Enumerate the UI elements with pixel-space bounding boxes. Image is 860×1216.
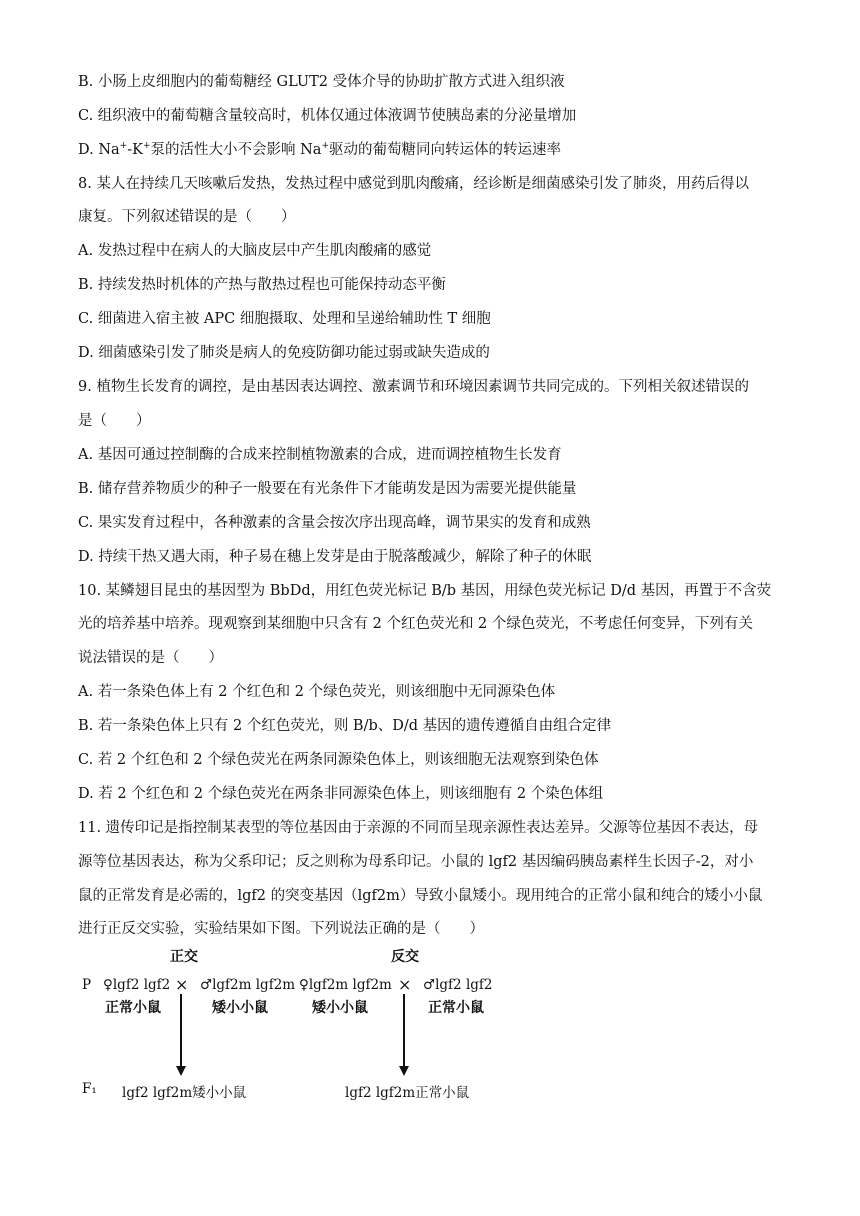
rev-female-genotype: ♀lgf2m lgf2m xyxy=(299,977,392,993)
q10-option-b: B. 若一条染色体上只有 2 个红色荧光，则 B/b、D/d 基因的遗传遵循自由组合定律 xyxy=(78,718,612,734)
q8-stem-line2: 康复。下列叙述错误的是（ ） xyxy=(78,209,296,225)
fwd-female-genotype: ♀lgf2 lgf2 xyxy=(103,977,171,993)
q8-option-d: D. 细菌感染引发了肺炎是病人的免疫防御功能过弱或缺失造成的 xyxy=(78,345,490,361)
q11-stem-line1: 11. 遗传印记是指控制某表型的等位基因由于亲源的不同而呈现亲源性表达差异。父源等位基因不表达，母 xyxy=(78,820,759,836)
q7-option-d: D. Na+-K+泵的活性大小不会影响 Na+驱动的葡萄糖同向转运体的转运速率 xyxy=(78,141,561,158)
q11-stem-line2: 源等位基因表达，称为父系印记；反之则称为母系印记。小鼠的 lgf2 基因编码胰岛素样生长因子-2，对小 xyxy=(78,854,754,870)
fwd-arrow-head xyxy=(176,1066,186,1076)
rev-cross-symbol: × xyxy=(398,975,412,994)
q9-option-b: B. 储存营养物质少的种子一般要在有光条件下才能萌发是因为需要光提供能量 xyxy=(78,481,577,497)
q10-stem-line2: 光的培养基中培养。现观察到某细胞中只含有 2 个红色荧光和 2 个绿色荧光，不考虑任何变异，下列有关 xyxy=(78,616,753,632)
q9-option-d: D. 持续干热又遇大雨，种子易在穗上发芽是由于脱落酸减少，解除了种子的休眠 xyxy=(78,549,592,565)
rev-male-phenotype: 正常小鼠 xyxy=(428,1000,484,1016)
q9-option-a: A. 基因可通过控制酶的合成来控制植物激素的合成，进而调控植物生长发育 xyxy=(78,447,562,463)
q9-stem-line1: 9. 植物生长发育的调控，是由基因表达调控、激素调节和环境因素调节共同完成的。下列相关叙述错误的 xyxy=(78,379,749,395)
q8-stem-line1: 8. 某人在持续几天咳嗽后发热，发热过程中感觉到肌肉酸痛，经诊断是细菌感染引发了肺炎，用药后得以 xyxy=(78,176,749,192)
label-reverse-cross: 反交 xyxy=(391,949,419,965)
fwd-arrow-line xyxy=(180,994,182,1066)
generation-p-label: P xyxy=(82,977,92,993)
q10-option-a: A. 若一条染色体上有 2 个红色和 2 个绿色荧光，则该细胞中无同源染色体 xyxy=(78,684,556,700)
q8-option-c: C. 细菌进入宿主被 APC 细胞摄取、处理和呈递给辅助性 T 细胞 xyxy=(78,311,491,327)
q10-stem-line1: 10. 某鳞翅目昆虫的基因型为 BbDd，用红色荧光标记 B/b 基因，用绿色荧光标记 D/d 基因，再置于不含荧 xyxy=(78,583,772,599)
q10-option-d: D. 若 2 个红色和 2 个绿色荧光在两条非同源染色体上，则该细胞有 2 个染色体组 xyxy=(78,786,604,802)
q7-option-b: B. 小肠上皮细胞内的葡萄糖经 GLUT2 受体介导的协助扩散方式进入组织液 xyxy=(78,74,565,90)
label-forward-cross: 正交 xyxy=(170,949,198,965)
q9-stem-line2: 是（ ） xyxy=(78,413,151,429)
fwd-female-phenotype: 正常小鼠 xyxy=(105,1000,161,1016)
q8-option-a: A. 发热过程中在病人的大脑皮层中产生肌肉酸痛的感觉 xyxy=(78,243,432,259)
rev-f1-result: lgf2 lgf2m正常小鼠 xyxy=(345,1085,470,1101)
rev-male-genotype: ♂lgf2 lgf2 xyxy=(423,977,493,993)
q10-stem-line3: 说法错误的是（ ） xyxy=(78,650,223,666)
fwd-f1-result: lgf2 lgf2m矮小小鼠 xyxy=(122,1085,247,1101)
q10-option-c: C. 若 2 个红色和 2 个绿色荧光在两条同源染色体上，则该细胞无法观察到染色体 xyxy=(78,752,599,768)
q9-option-c: C. 果实发育过程中，各种激素的含量会按次序出现高峰，调节果实的发育和成熟 xyxy=(78,515,591,531)
rev-female-phenotype: 矮小小鼠 xyxy=(312,1000,368,1016)
q8-option-b: B. 持续发热时机体的产热与散热过程也可能保持动态平衡 xyxy=(78,277,446,293)
generation-f1-label: F₁ xyxy=(82,1081,97,1097)
rev-arrow-head xyxy=(399,1066,409,1076)
fwd-male-phenotype: 矮小小鼠 xyxy=(212,1000,268,1016)
fwd-cross-symbol: × xyxy=(175,975,189,994)
fwd-male-genotype: ♂lgf2m lgf2m xyxy=(200,977,296,993)
q11-stem-line4: 进行正反交实验，实验结果如下图。下列说法正确的是（ ） xyxy=(78,921,484,937)
rev-arrow-line xyxy=(403,994,405,1066)
q7-option-c: C. 组织液中的葡萄糖含量较高时，机体仅通过体液调节使胰岛素的分泌量增加 xyxy=(78,108,577,124)
q11-stem-line3: 鼠的正常发育是必需的，lgf2 的突变基因（lgf2m）导致小鼠矮小。现用纯合的正常小鼠和纯合的矮小小鼠 xyxy=(78,888,763,904)
